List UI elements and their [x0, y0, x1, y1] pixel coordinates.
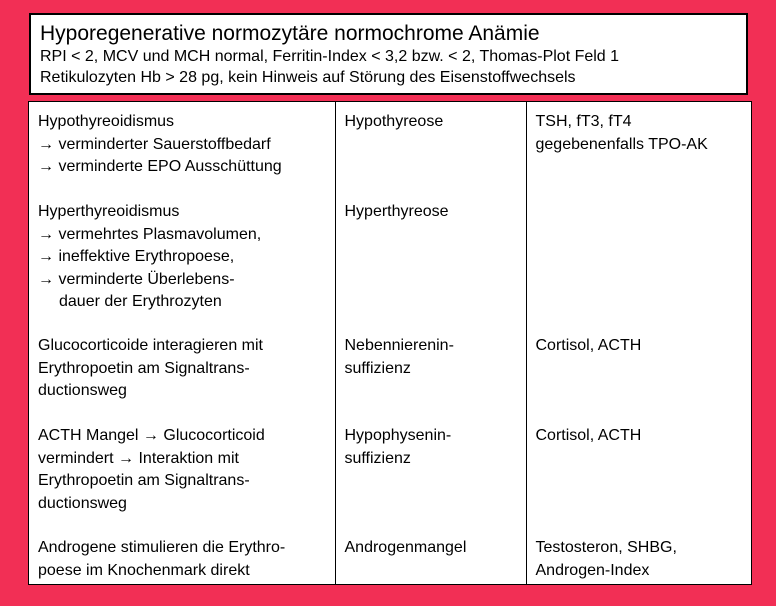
- mechanism-line: → verminderter Sauerstoffbedarf: [38, 135, 271, 153]
- tests-line: Cortisol, ACTH: [535, 427, 642, 444]
- condition-line: Hypophysenin-: [344, 427, 452, 444]
- mechanism-line: → ineffektive Erythropoese,: [38, 248, 235, 265]
- mechanism-line: → verminderte Überlebens-: [38, 270, 235, 288]
- tests-cell: [526, 326, 751, 416]
- mechanism-line: ductionsweg: [38, 494, 127, 512]
- mechanism-line: Erythropoetin am Signaltrans-: [38, 359, 250, 377]
- condition-cell: [335, 528, 526, 584]
- tests-line: gegebenenfalls TPO-AK: [535, 135, 708, 153]
- tests-cell: [526, 416, 751, 528]
- criteria-line-2: Retikulozyten Hb > 28 pg, kein Hinweis auf Störung des Eisenstoffwechsels: [40, 69, 576, 86]
- condition-cell: [335, 326, 526, 416]
- tests-line: TSH, fT3, fT4: [535, 113, 632, 130]
- diagnosis-table: [28, 101, 752, 585]
- mechanism-line: → verminderte EPO Ausschüttung: [38, 158, 282, 175]
- tests-cell: [526, 528, 751, 584]
- table-row: [29, 528, 751, 584]
- mechanism-line: Hyperthyreoidismus: [38, 203, 180, 220]
- condition-cell: [335, 102, 526, 192]
- table-row: [29, 192, 751, 326]
- mechanism-cell: [29, 102, 335, 192]
- condition-line: Hyperthyreose: [344, 203, 449, 220]
- table-row: [29, 416, 751, 528]
- criteria-line-1: RPI < 2, MCV und MCH normal, Ferritin-Index < 3,2 bzw. < 2, Thomas-Plot Feld 1: [40, 48, 620, 65]
- condition-line: Nebennierenin-: [344, 337, 454, 354]
- mechanism-line: Erythropoetin am Signaltrans-: [38, 472, 250, 489]
- table-row: [29, 326, 751, 416]
- mechanism-cell: [29, 326, 335, 416]
- tests-line: Androgen-Index: [535, 561, 650, 579]
- mechanism-line: vermindert → Interaktion mit: [38, 449, 239, 467]
- tests-line: Cortisol, ACTH: [535, 337, 642, 354]
- mechanism-line: Androgene stimulieren die Erythro-: [38, 539, 286, 556]
- condition-line: suffizienz: [344, 359, 411, 377]
- header-box: [29, 13, 748, 95]
- tests-line: Testosteron, SHBG,: [535, 539, 677, 556]
- mechanism-line: Hypothyreoidismus: [38, 113, 175, 130]
- mechanism-cell: [29, 416, 335, 528]
- condition-cell: [335, 416, 526, 528]
- tests-cell: [526, 192, 751, 326]
- mechanism-line: poese im Knochenmark direkt: [38, 561, 250, 579]
- condition-line: Androgenmangel: [344, 539, 467, 556]
- condition-line: Hypothyreose: [344, 113, 444, 130]
- table-row: [29, 102, 751, 192]
- mechanism-cell: [29, 192, 335, 326]
- tests-cell: [526, 102, 751, 192]
- mechanism-line: dauer der Erythrozyten: [59, 293, 222, 310]
- mechanism-line: Glucocorticoide interagieren mit: [38, 337, 263, 354]
- mechanism-cell: [29, 528, 335, 584]
- page-title: Hyporegenerative normozytäre normochrome Anämie: [40, 22, 540, 45]
- mechanism-line: ACTH Mangel → Glucocorticoid: [38, 427, 265, 444]
- mechanism-line: → vermehrtes Plasmavolumen,: [38, 225, 262, 243]
- condition-cell: [335, 192, 526, 326]
- condition-line: suffizienz: [344, 449, 411, 467]
- mechanism-line: ductionsweg: [38, 382, 127, 399]
